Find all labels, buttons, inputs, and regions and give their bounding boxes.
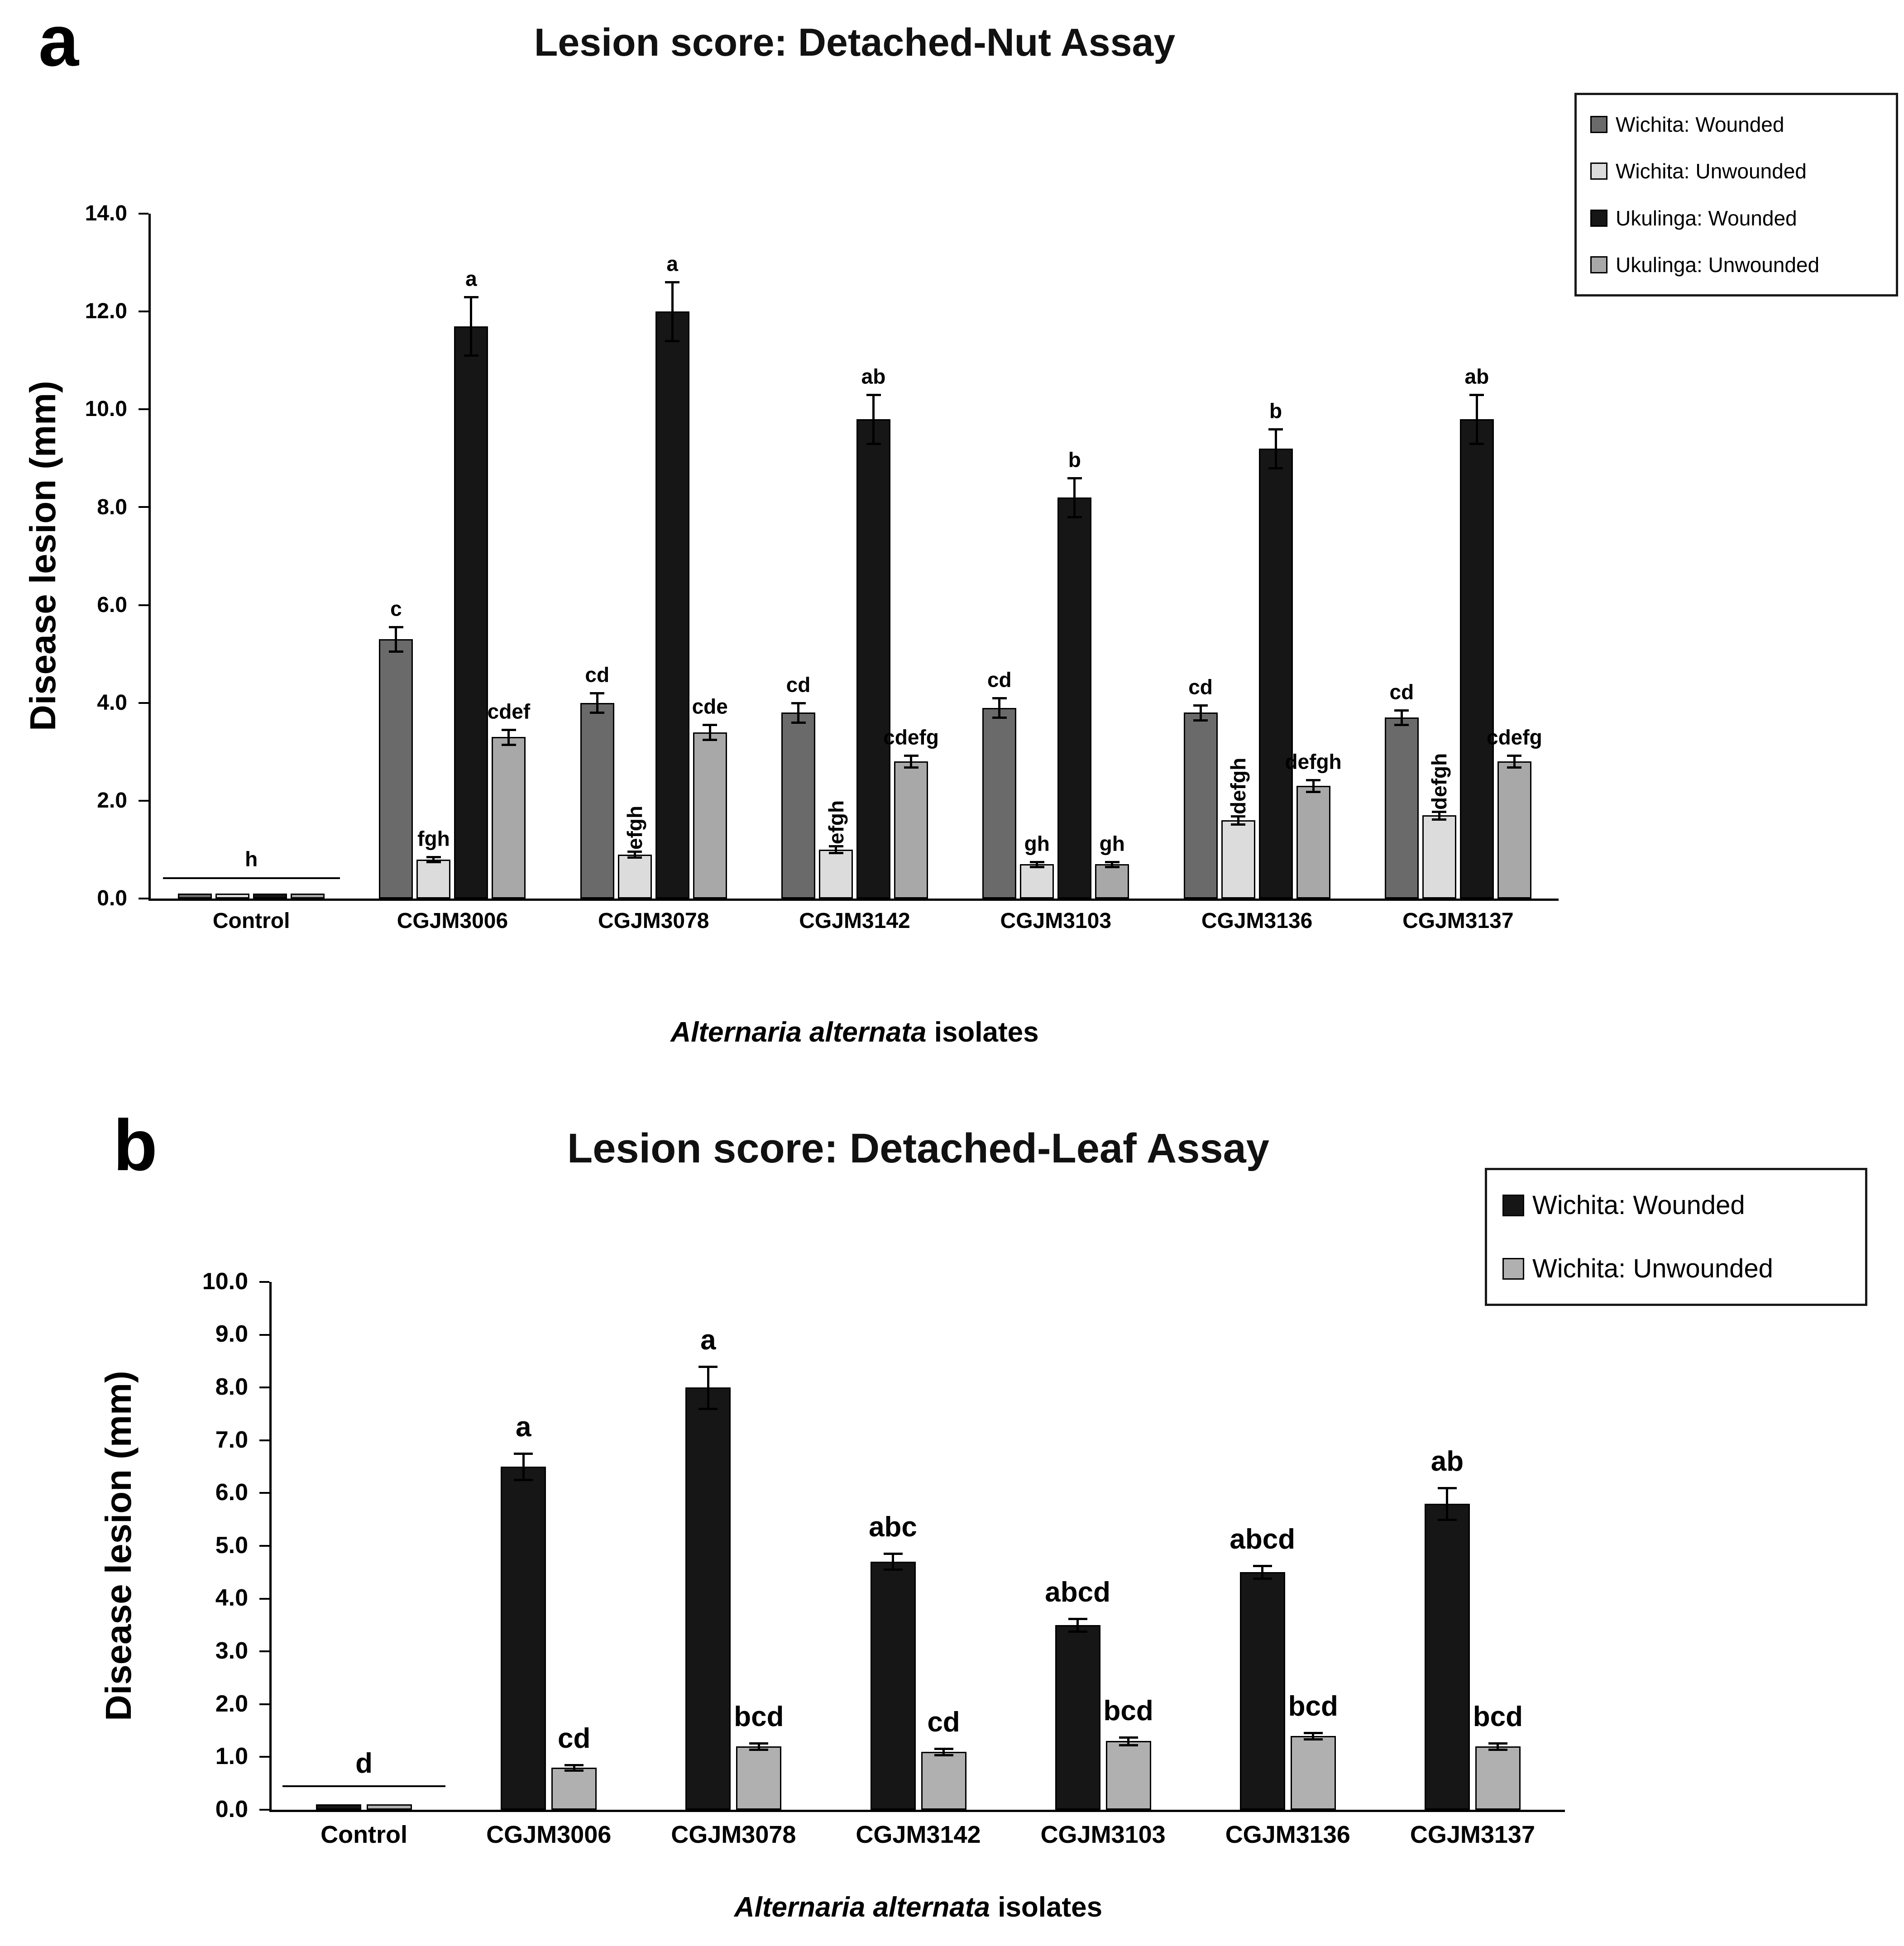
significance-letter: h — [245, 847, 258, 871]
panel-a-x-axis-title — [151, 1016, 1559, 1048]
y-tick-mark — [259, 1439, 269, 1441]
y-tick-label: 8.0 — [97, 495, 127, 519]
significance-letter: cde — [692, 695, 728, 719]
significance-letter: cdef — [487, 699, 531, 723]
y-tick-mark — [259, 1281, 269, 1283]
error-bar — [470, 297, 472, 356]
significance-letter: cd — [786, 673, 811, 697]
legend-label-wichita-unwounded: Wichita: Unwounded — [1616, 159, 1807, 183]
panel-a-y-axis-title: Disease lesion (mm) — [23, 381, 63, 731]
error-bar-cap-top — [665, 281, 679, 283]
legend-item — [1502, 1253, 1850, 1284]
bar — [454, 326, 488, 899]
significance-letter: defgh — [1427, 753, 1451, 810]
error-bar-cap-top — [698, 1366, 718, 1368]
error-bar — [797, 703, 799, 722]
error-bar-cap-bottom — [1119, 1744, 1138, 1746]
bar — [1497, 761, 1531, 899]
error-bar — [671, 282, 674, 341]
error-bar-cap-top — [1432, 811, 1446, 813]
legend-label-ukulinga-wounded: Ukulinga: Wounded — [1616, 206, 1797, 230]
error-bar-cap-bottom — [1304, 1738, 1323, 1740]
bar — [291, 894, 325, 899]
error-bar — [395, 627, 397, 651]
error-bar-cap-top — [389, 626, 403, 628]
error-bar-cap-bottom — [992, 717, 1007, 719]
legend-a-swatch-2 — [1590, 210, 1607, 227]
error-bar — [709, 725, 711, 739]
error-bar-cap-top — [934, 1748, 953, 1750]
panel-b-plot-area — [202, 1268, 1565, 1848]
y-tick-mark — [259, 1545, 269, 1547]
significance-letter: cd — [558, 1722, 591, 1754]
x-tick-label: CGJM3078 — [598, 909, 709, 933]
x-tick-label: CGJM3006 — [397, 909, 508, 933]
significance-letter: a — [465, 267, 477, 291]
x-tick-label: Control — [321, 1821, 408, 1848]
error-bar-cap-bottom — [1105, 866, 1119, 868]
significance-letter: efgh — [623, 806, 647, 850]
error-bar-cap-bottom — [590, 712, 604, 714]
bar — [856, 419, 890, 899]
error-bar-cap-top — [1469, 394, 1484, 396]
error-bar-cap-bottom — [1193, 719, 1208, 722]
panel-b-x-axis-title — [272, 1891, 1565, 1923]
error-bar — [910, 755, 912, 767]
error-bar-cap-top — [1068, 1618, 1087, 1620]
bar — [736, 1746, 781, 1810]
x-tick-label: CGJM3078 — [671, 1821, 796, 1848]
error-bar-cap-bottom — [502, 744, 516, 746]
error-bar-cap-bottom — [627, 856, 642, 859]
y-tick-label: 10.0 — [85, 397, 127, 421]
y-tick-mark — [259, 1598, 269, 1600]
error-bar — [1401, 710, 1403, 725]
error-bar-cap-top — [1231, 815, 1245, 818]
significance-letter: defgh — [1226, 758, 1250, 815]
legend-item — [1590, 206, 1882, 230]
x-axis-line — [269, 1810, 1565, 1812]
error-bar-cap-top — [627, 851, 642, 853]
error-bar-cap-bottom — [1306, 791, 1320, 793]
y-tick-mark — [139, 506, 148, 508]
error-bar — [1476, 395, 1478, 444]
bar — [501, 1467, 546, 1810]
error-bar — [1073, 478, 1076, 517]
bar — [1291, 1736, 1336, 1810]
y-tick-mark — [139, 311, 148, 312]
y-tick-mark — [259, 1756, 269, 1758]
y-tick-mark — [139, 702, 148, 704]
x-axis-title-species-a: Alternaria alternata — [670, 1017, 927, 1048]
legend-a-swatch-1 — [1590, 163, 1607, 180]
panel-b-y-axis-title: Disease lesion (mm) — [98, 1371, 139, 1721]
error-bar-cap-top — [1306, 779, 1320, 781]
bar — [580, 703, 614, 899]
significance-letter: cd — [987, 668, 1012, 692]
y-tick-label: 0.0 — [215, 1796, 248, 1822]
error-bar-cap-top — [1253, 1565, 1272, 1567]
error-bar-cap-bottom — [904, 766, 919, 769]
error-bar — [1513, 755, 1516, 767]
x-tick-label: CGJM3142 — [799, 909, 910, 933]
bar — [1106, 1741, 1151, 1810]
significance-letter: cdefg — [1487, 726, 1542, 750]
y-tick-label: 3.0 — [215, 1638, 248, 1664]
bar — [1221, 820, 1255, 899]
x-tick-label: CGJM3136 — [1225, 1821, 1350, 1848]
error-bar-cap-top — [1438, 1487, 1457, 1489]
legend-a-swatch-0 — [1590, 116, 1607, 133]
bar — [1184, 712, 1218, 899]
error-bar-cap-top — [590, 692, 604, 694]
error-bar-cap-bottom — [389, 650, 403, 653]
significance-letter: efgh — [824, 800, 848, 845]
y-tick-mark — [259, 1387, 269, 1388]
significance-letter: cd — [585, 663, 610, 687]
significance-letter: gh — [1024, 832, 1050, 856]
legend-item — [1502, 1190, 1850, 1220]
error-bar-cap-bottom — [829, 852, 843, 854]
significance-letter: abcd — [1045, 1576, 1110, 1608]
significance-letter: b — [1269, 399, 1282, 423]
error-bar-cap-bottom — [1231, 823, 1245, 826]
y-tick-mark — [139, 898, 148, 899]
bar — [1296, 786, 1330, 899]
error-bar-cap-top — [866, 394, 881, 396]
error-bar — [1275, 429, 1277, 468]
x-tick-label: CGJM3136 — [1201, 909, 1313, 933]
control-group-line — [163, 877, 340, 879]
significance-letter: cd — [927, 1706, 960, 1738]
error-bar-cap-top — [1067, 477, 1082, 479]
error-bar-cap-bottom — [1438, 1519, 1457, 1521]
error-bar-cap-bottom — [1067, 516, 1082, 518]
error-bar — [998, 698, 1000, 717]
significance-letter: b — [1068, 448, 1081, 472]
bar — [618, 855, 652, 899]
bar — [1095, 864, 1129, 899]
bar — [416, 860, 450, 899]
significance-letter: ab — [861, 364, 886, 388]
error-bar-cap-top — [791, 702, 806, 704]
bar — [316, 1804, 361, 1810]
error-bar-cap-bottom — [565, 1769, 584, 1772]
y-tick-mark — [259, 1703, 269, 1705]
panel-b-title: Lesion score: Detached-Leaf Assay — [567, 1125, 1269, 1171]
panel-a-title: Lesion score: Detached-Nut Assay — [534, 21, 1176, 64]
error-bar-cap-top — [829, 845, 843, 847]
error-bar-cap-top — [1268, 428, 1283, 430]
error-bar-cap-top — [749, 1742, 768, 1745]
bar — [685, 1387, 731, 1810]
x-tick-label: CGJM3137 — [1410, 1821, 1535, 1848]
error-bar-cap-top — [1304, 1732, 1323, 1734]
y-tick-mark — [259, 1650, 269, 1652]
legend-label-wichita-unwounded-b: Wichita: Unwounded — [1532, 1254, 1773, 1283]
y-tick-mark — [259, 1492, 269, 1494]
bar — [693, 732, 727, 899]
significance-letter: bcd — [734, 1701, 784, 1732]
significance-letter: cd — [1389, 680, 1414, 704]
control-group-line — [282, 1785, 445, 1787]
error-bar-cap-bottom — [698, 1408, 718, 1410]
bar — [982, 708, 1016, 899]
legend-label-wichita-wounded-b: Wichita: Wounded — [1532, 1191, 1745, 1220]
error-bar — [1312, 780, 1315, 792]
bar — [871, 1562, 916, 1810]
y-tick-label: 2.0 — [215, 1690, 248, 1717]
error-bar — [1076, 1619, 1079, 1631]
bar — [492, 737, 526, 899]
error-bar — [707, 1367, 709, 1409]
error-bar-cap-bottom — [703, 739, 717, 741]
y-tick-label: 2.0 — [97, 789, 127, 813]
error-bar-cap-top — [703, 724, 717, 726]
bar — [178, 894, 212, 899]
error-bar — [596, 693, 598, 712]
y-tick-label: 1.0 — [215, 1743, 248, 1770]
error-bar-cap-top — [426, 856, 441, 858]
y-tick-label: 9.0 — [215, 1321, 248, 1348]
bar — [1460, 419, 1494, 899]
panel-a-plot-area — [85, 201, 1559, 933]
error-bar-cap-bottom — [1432, 818, 1446, 821]
error-bar-cap-bottom — [791, 722, 806, 724]
bar — [1020, 864, 1054, 899]
error-bar — [872, 395, 875, 444]
y-axis-line — [269, 1282, 272, 1812]
y-tick-label: 8.0 — [215, 1374, 248, 1401]
error-bar-cap-top — [514, 1453, 533, 1455]
significance-letter: ab — [1430, 1445, 1464, 1477]
bar — [367, 1804, 412, 1810]
error-bar-cap-bottom — [1253, 1578, 1272, 1580]
panel-a-legend — [1574, 93, 1898, 296]
significance-letter: c — [390, 597, 402, 621]
x-axis-title-rest-a: isolates — [926, 1017, 1039, 1048]
bar — [1055, 1625, 1100, 1810]
y-tick-mark — [259, 1809, 269, 1811]
x-axis-line — [148, 899, 1559, 901]
legend-item — [1590, 159, 1882, 183]
y-axis-line — [148, 214, 151, 901]
bar — [1259, 449, 1293, 899]
y-tick-mark — [139, 213, 148, 215]
legend-a-swatch-3 — [1590, 256, 1607, 273]
error-bar-cap-top — [1488, 1742, 1507, 1745]
error-bar-cap-bottom — [1030, 866, 1044, 868]
significance-letter: bcd — [1473, 1701, 1523, 1732]
error-bar-cap-bottom — [1507, 766, 1521, 769]
error-bar-cap-bottom — [1268, 467, 1283, 469]
x-tick-label: CGJM3142 — [856, 1821, 981, 1848]
error-bar — [1200, 705, 1202, 720]
y-tick-label: 12.0 — [85, 299, 127, 324]
x-axis-title-rest-b: isolates — [990, 1892, 1103, 1923]
error-bar-cap-top — [884, 1553, 903, 1555]
error-bar — [1446, 1488, 1448, 1520]
error-bar-cap-bottom — [514, 1479, 533, 1481]
error-bar-cap-bottom — [464, 354, 478, 357]
y-tick-label: 10.0 — [202, 1268, 248, 1295]
bar — [1057, 497, 1091, 899]
panel-a-label: a — [38, 0, 79, 81]
error-bar-cap-bottom — [884, 1568, 903, 1571]
bar — [781, 712, 815, 899]
x-tick-label: CGJM3137 — [1402, 909, 1514, 933]
bar — [921, 1752, 966, 1810]
x-tick-label: CGJM3006 — [486, 1821, 612, 1848]
significance-letter: abc — [869, 1511, 917, 1543]
error-bar-cap-top — [904, 755, 919, 757]
error-bar-cap-bottom — [1488, 1749, 1507, 1751]
bar — [551, 1768, 597, 1810]
y-tick-mark — [139, 408, 148, 410]
bar — [1240, 1572, 1285, 1810]
error-bar-cap-bottom — [1394, 724, 1409, 726]
error-bar-cap-bottom — [665, 340, 679, 342]
error-bar-cap-top — [1507, 755, 1521, 757]
significance-letter: defgh — [1285, 750, 1342, 774]
error-bar-cap-top — [1193, 704, 1208, 707]
bar — [894, 761, 928, 899]
y-tick-label: 6.0 — [215, 1479, 248, 1506]
error-bar-cap-bottom — [426, 861, 441, 863]
y-tick-label: 5.0 — [215, 1532, 248, 1559]
x-tick-label: CGJM3103 — [1000, 909, 1112, 933]
y-tick-label: 4.0 — [97, 690, 127, 715]
error-bar-cap-top — [1394, 709, 1409, 712]
bar — [819, 850, 853, 899]
y-tick-label: 0.0 — [97, 886, 127, 911]
bar — [1385, 717, 1419, 899]
x-tick-label: Control — [212, 909, 290, 933]
error-bar — [507, 730, 510, 744]
error-bar-cap-top — [502, 729, 516, 731]
bar — [655, 311, 689, 899]
y-tick-label: 7.0 — [215, 1426, 248, 1453]
significance-letter: fgh — [417, 827, 450, 851]
x-tick-label: CGJM3103 — [1040, 1821, 1166, 1848]
error-bar — [892, 1554, 894, 1569]
y-tick-label: 6.0 — [97, 593, 127, 617]
y-tick-mark — [139, 604, 148, 606]
significance-letter: a — [700, 1324, 716, 1356]
error-bar-cap-top — [1030, 861, 1044, 863]
legend-item — [1590, 253, 1882, 277]
significance-letter: d — [355, 1747, 373, 1779]
legend-b-swatch-0 — [1502, 1195, 1524, 1216]
error-bar-cap-top — [992, 697, 1007, 699]
bar — [253, 894, 287, 899]
significance-letter: abcd — [1229, 1524, 1296, 1555]
significance-letter: ab — [1464, 364, 1489, 388]
significance-letter: cd — [1188, 675, 1213, 699]
error-bar-cap-bottom — [866, 443, 881, 445]
legend-item — [1590, 112, 1882, 137]
y-tick-label: 14.0 — [85, 201, 127, 226]
significance-letter: cdefg — [883, 726, 939, 750]
panel-b-label: b — [113, 1104, 158, 1186]
significance-letter: a — [515, 1411, 531, 1443]
y-tick-mark — [259, 1334, 269, 1336]
y-tick-mark — [139, 800, 148, 802]
bar — [379, 639, 413, 899]
y-tick-label: 4.0 — [215, 1585, 248, 1611]
x-axis-title-species-b: Alternaria alternata — [734, 1892, 990, 1923]
error-bar-cap-top — [565, 1764, 584, 1766]
error-bar-cap-top — [1105, 861, 1119, 863]
error-bar-cap-top — [464, 296, 478, 298]
error-bar-cap-top — [1119, 1736, 1138, 1739]
bar — [1475, 1746, 1521, 1810]
error-bar-cap-bottom — [1469, 443, 1484, 445]
significance-letter: gh — [1099, 832, 1125, 856]
significance-letter: bcd — [1103, 1695, 1153, 1727]
bar — [215, 894, 249, 899]
error-bar-cap-bottom — [749, 1749, 768, 1751]
bar — [1422, 815, 1456, 899]
error-bar-cap-bottom — [1068, 1630, 1087, 1633]
bar — [1425, 1504, 1470, 1810]
error-bar — [522, 1454, 525, 1480]
significance-letter: a — [666, 252, 678, 276]
legend-b-swatch-1 — [1502, 1258, 1524, 1280]
legend-label-ukulinga-unwounded: Ukulinga: Unwounded — [1616, 253, 1820, 277]
error-bar-cap-bottom — [934, 1754, 953, 1756]
significance-letter: bcd — [1288, 1690, 1338, 1722]
error-bar — [1261, 1566, 1263, 1578]
legend-label-wichita-wounded: Wichita: Wounded — [1616, 113, 1784, 136]
